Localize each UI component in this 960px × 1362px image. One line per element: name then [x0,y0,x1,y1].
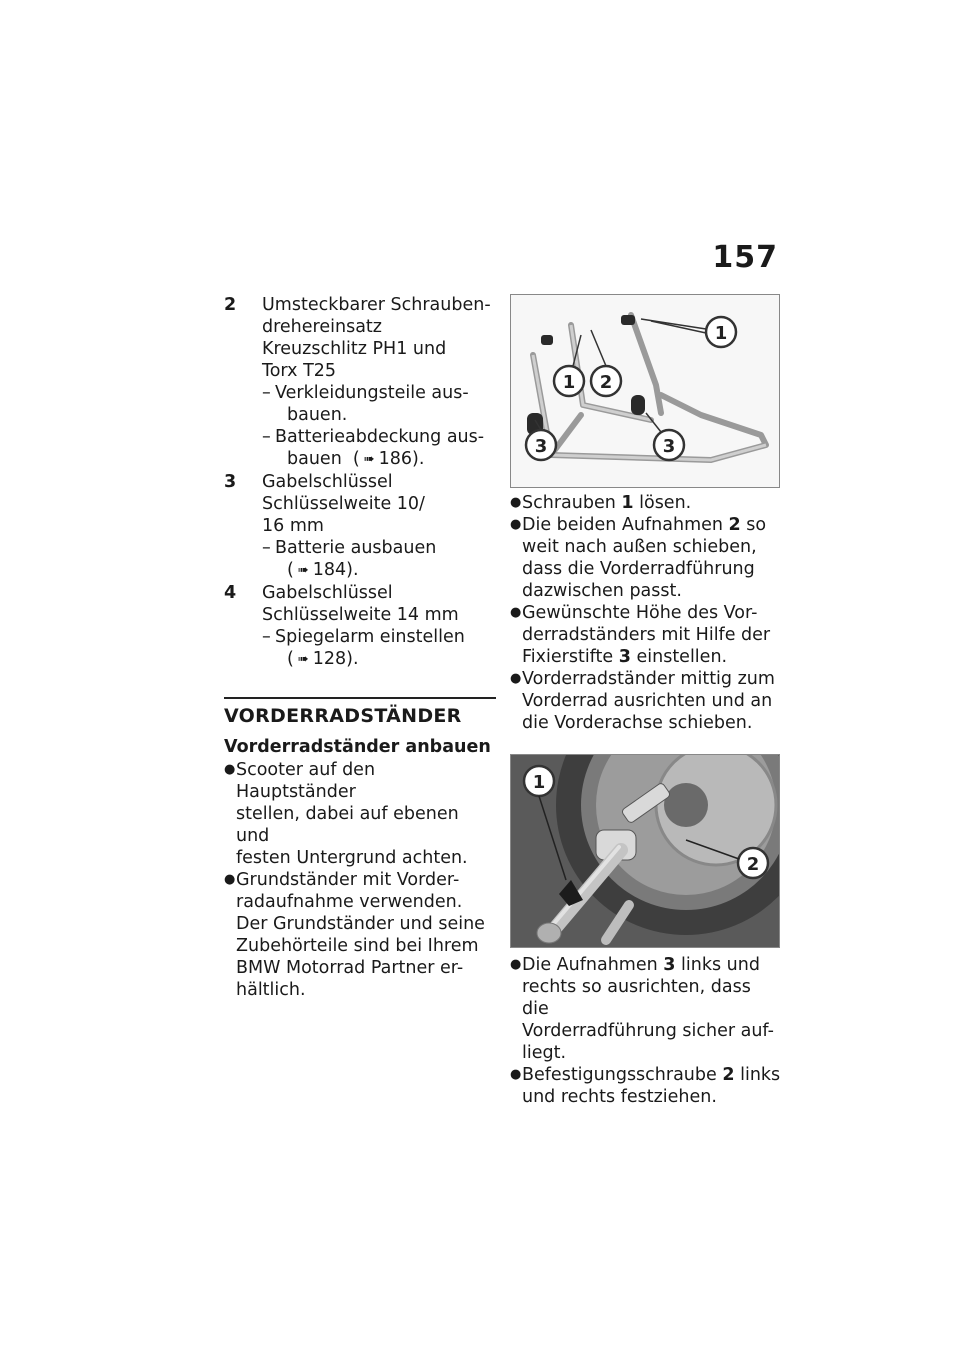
text-line: Umsteckbarer Schrauben- [262,295,491,315]
dash-marker: – [262,383,271,403]
text-line: liegt. [522,1043,567,1063]
callout-label: 3 [534,436,548,457]
right-column [510,294,782,1108]
bullet-icon: ● [510,1067,522,1082]
text-line: links [734,1065,781,1085]
text-line: Die Aufnahmen [522,955,664,975]
callout-label: 1 [532,772,546,793]
tool-description [262,294,496,382]
tool-number: 4 [224,583,237,603]
text-line: Schrauben [522,493,622,513]
stand-drawing [511,295,779,487]
tool-number: 2 [224,295,237,315]
callout-label: 1 [562,372,576,393]
callout-label: 1 [714,323,728,344]
callout-ref: 1 [621,493,634,513]
step-item [262,426,496,471]
page-reference[interactable]: bauen ( ➠ 186). [287,449,425,469]
tool-item [224,471,496,537]
tool-description [262,582,496,626]
text-line: Grundständer mit Vorder- [236,870,460,890]
callout-label: 2 [599,372,613,393]
text-line: so [740,515,767,535]
text-line: hältlich. [236,980,306,1000]
reference-page: 184). [312,560,359,580]
page-reference[interactable]: ( ➠ 184). [287,560,359,580]
text-line: einstellen. [630,647,728,667]
text-line: festen Untergrund achten. [236,848,468,868]
text-line: stellen, dabei auf ebenen und [236,804,459,846]
text-line: bauen. [287,405,348,425]
callout-label: 3 [662,436,676,457]
section-divider [224,697,496,699]
list-item [510,492,782,514]
arrow-right-icon: ➠ [297,652,309,667]
text-line: Scooter auf den Hauptständer [236,760,376,802]
text-line: und rechts festziehen. [522,1087,717,1107]
text-line: Zubehörteile sind bei Ihrem [236,936,479,956]
page-reference[interactable]: ( ➠ 128). [287,649,359,669]
text-line: Fixierstifte [522,647,619,667]
text-line: drehereinsatz [262,317,382,337]
bullet-icon: ● [224,872,236,887]
text-line: weit nach außen schieben, [522,537,757,557]
text-line: Vorderrad ausrichten und an [522,691,773,711]
text-line: derradständers mit Hilfe der [522,625,771,645]
list-item [510,954,782,1064]
text-line: 16 mm [262,516,324,536]
section-subtitle: Vorderradständer anbauen [224,737,491,757]
bullet-icon: ● [510,957,522,972]
text-line: Vorderradführung sicher auf- [522,1021,774,1041]
text-line: radaufnahme verwenden. [236,892,463,912]
text-line: Die beiden Aufnahmen [522,515,729,535]
arrow-right-icon: ➠ [297,563,309,578]
text-line: Gabelschlüssel [262,472,393,492]
bullet-icon: ● [510,517,522,532]
list-item [510,668,782,734]
list-item [510,514,782,602]
front-wheel-photo [510,754,780,948]
bullet-icon: ● [224,762,236,777]
step-item [262,537,496,582]
front-stand-illustration [510,294,780,488]
text-line: lösen. [633,493,692,513]
tool-number: 3 [224,472,237,492]
tool-item [224,294,496,382]
text-line: die Vorderachse schieben. [522,713,753,733]
list-item [224,869,496,1001]
text-line: Spiegelarm einstellen [275,627,465,647]
text-line: BMW Motorrad Partner er- [236,958,464,978]
callout-label: 2 [746,854,760,875]
wheel-drawing [511,755,779,947]
callout-ref: 2 [728,515,741,535]
tool-description [262,471,496,537]
tool-item [224,582,496,626]
text-line: Batterie ausbauen [275,538,437,558]
text-line: Befestigungsschraube [522,1065,723,1085]
text-line: Gewünschte Höhe des Vor- [522,603,758,623]
bullet-icon: ● [510,671,522,686]
text-line: dazwischen passt. [522,581,682,601]
step-item [262,626,496,671]
text-line: Batterieabdeckung aus- [275,427,485,447]
callout-ref: 3 [618,647,631,667]
text-line: Vorderradständer mittig zum [522,669,775,689]
callout-ref: 3 [663,955,676,975]
text-line: rechts so ausrichten, dass die [522,977,751,1019]
text-line: Torx T25 [262,361,337,381]
text-line: links und [675,955,760,975]
text-line: dass die Vorderradführung [522,559,755,579]
text-line: Kreuzschlitz PH1 und [262,339,447,359]
arrow-right-icon: ➠ [363,452,375,467]
reference-page: 128). [312,649,359,669]
list-item [224,759,496,869]
dash-marker: – [262,627,271,647]
text-line: bauen [287,449,342,469]
page-number: 157 [712,240,778,275]
list-item [510,1064,782,1108]
text-line: Schlüsselweite 10/ [262,494,425,514]
dash-marker: – [262,538,271,558]
text-line: Gabelschlüssel [262,583,393,603]
text-line: Der Grundständer und seine [236,914,485,934]
bullet-icon: ● [510,605,522,620]
bullet-icon: ● [510,495,522,510]
callout-ref: 2 [722,1065,735,1085]
dash-marker: – [262,427,271,447]
section-title: VORDERRADSTÄNDER [224,705,462,727]
list-item [510,602,782,668]
step-item [262,382,496,426]
text-line: Schlüsselweite 14 mm [262,605,459,625]
reference-page: 186). [378,449,425,469]
left-column [224,294,496,1001]
text-line: Verkleidungsteile aus- [275,383,469,403]
